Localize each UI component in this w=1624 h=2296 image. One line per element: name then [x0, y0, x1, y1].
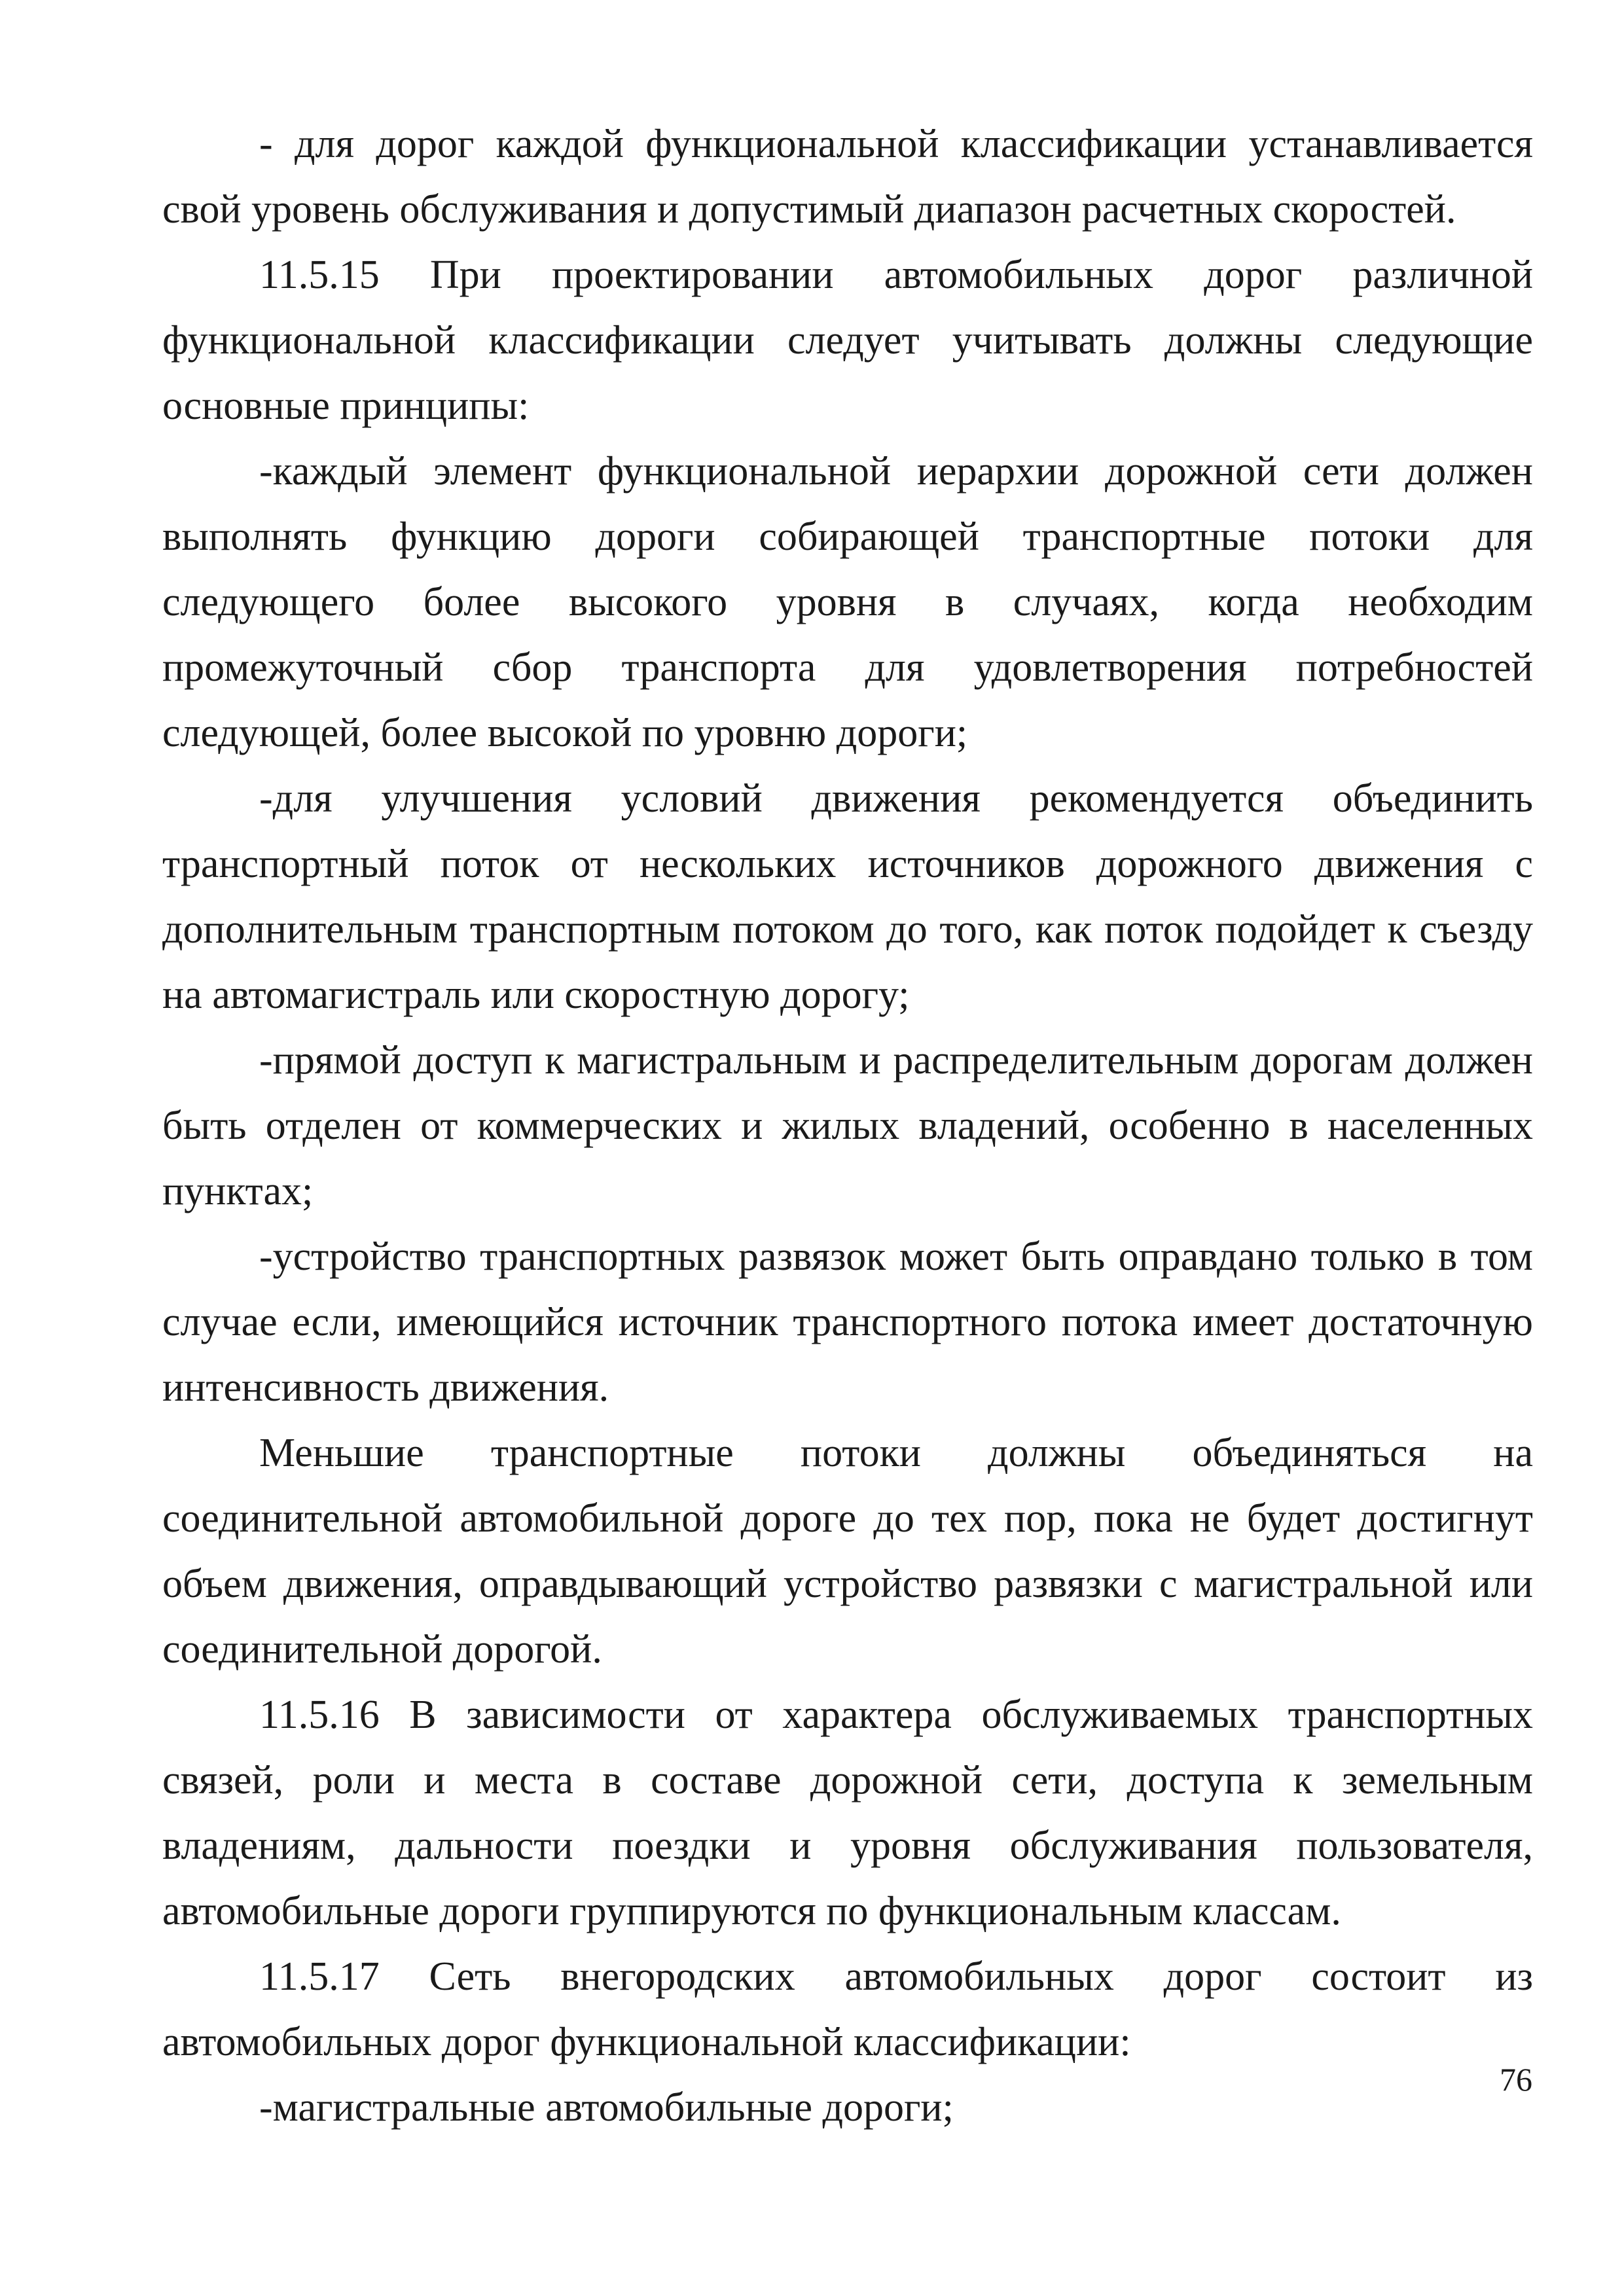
- paragraph-trunk-roads: -магистральные автомобильные дороги;: [259, 2085, 954, 2130]
- page-number: 76: [1500, 2061, 1532, 2098]
- paragraph-smaller-flows: Меньшие транспортные потоки должны объединяться на соединительной автомобильной дороге до тех пор, пока не будет достигнут объем движения, оправдывающий устройство развязки с магистральной или соединительной дорогой.: [162, 1431, 1533, 1672]
- paragraph-direct-access: -прямой доступ к магистральным и распределительным дорогам должен быть отделен от коммерческих и жилых владений, особенно в населенных пунктах;: [162, 1038, 1533, 1213]
- paragraph-11-5-15: 11.5.15 При проектировании автомобильных дорог различной функциональной классификации следует учитывать должны следующие основные принципы:: [162, 253, 1533, 428]
- paragraph-interchanges: -устройство транспортных развязок может быть оправдано только в том случае если, имеющийся источник транспортного потока имеет достаточную интенсивность движения.: [162, 1234, 1533, 1410]
- paragraph-11-5-16: 11.5.16 В зависимости от характера обслуживаемых транспортных связей, роли и места в составе дорожной сети, доступа к земельным владениям, дальности поездки и уровня обслуживания пользователя, автомобильные дороги группируются по функциональным классам.: [162, 1693, 1533, 1933]
- body-text: [162, 111, 1533, 2140]
- paragraph-traffic-merge: -для улучшения условий движения рекомендуется объединить транспортный поток от нескольких источников дорожного движения с дополнительным транспортным потоком до того, как поток подойдет к съезду на автомагистраль или скоростную дорогу;: [162, 776, 1533, 1017]
- paragraph-11-5-17: 11.5.17 Сеть внегородских автомобильных дорог состоит из автомобильных дорог функциональной классификации:: [162, 1954, 1533, 2064]
- paragraph-hierarchy-element: -каждый элемент функциональной иерархии дорожной сети должен выполнять функцию дороги собирающей транспортные потоки для следующего более высокого уровня в случаях, когда необходим промежуточный сбор транспорта для удовлетворения потребностей следующей, более высокой по уровню дороги;: [162, 449, 1533, 755]
- paragraph-service-level: - для дорог каждой функциональной классификации устанавливается свой уровень обслуживания и допустимый диапазон расчетных скоростей.: [162, 122, 1533, 232]
